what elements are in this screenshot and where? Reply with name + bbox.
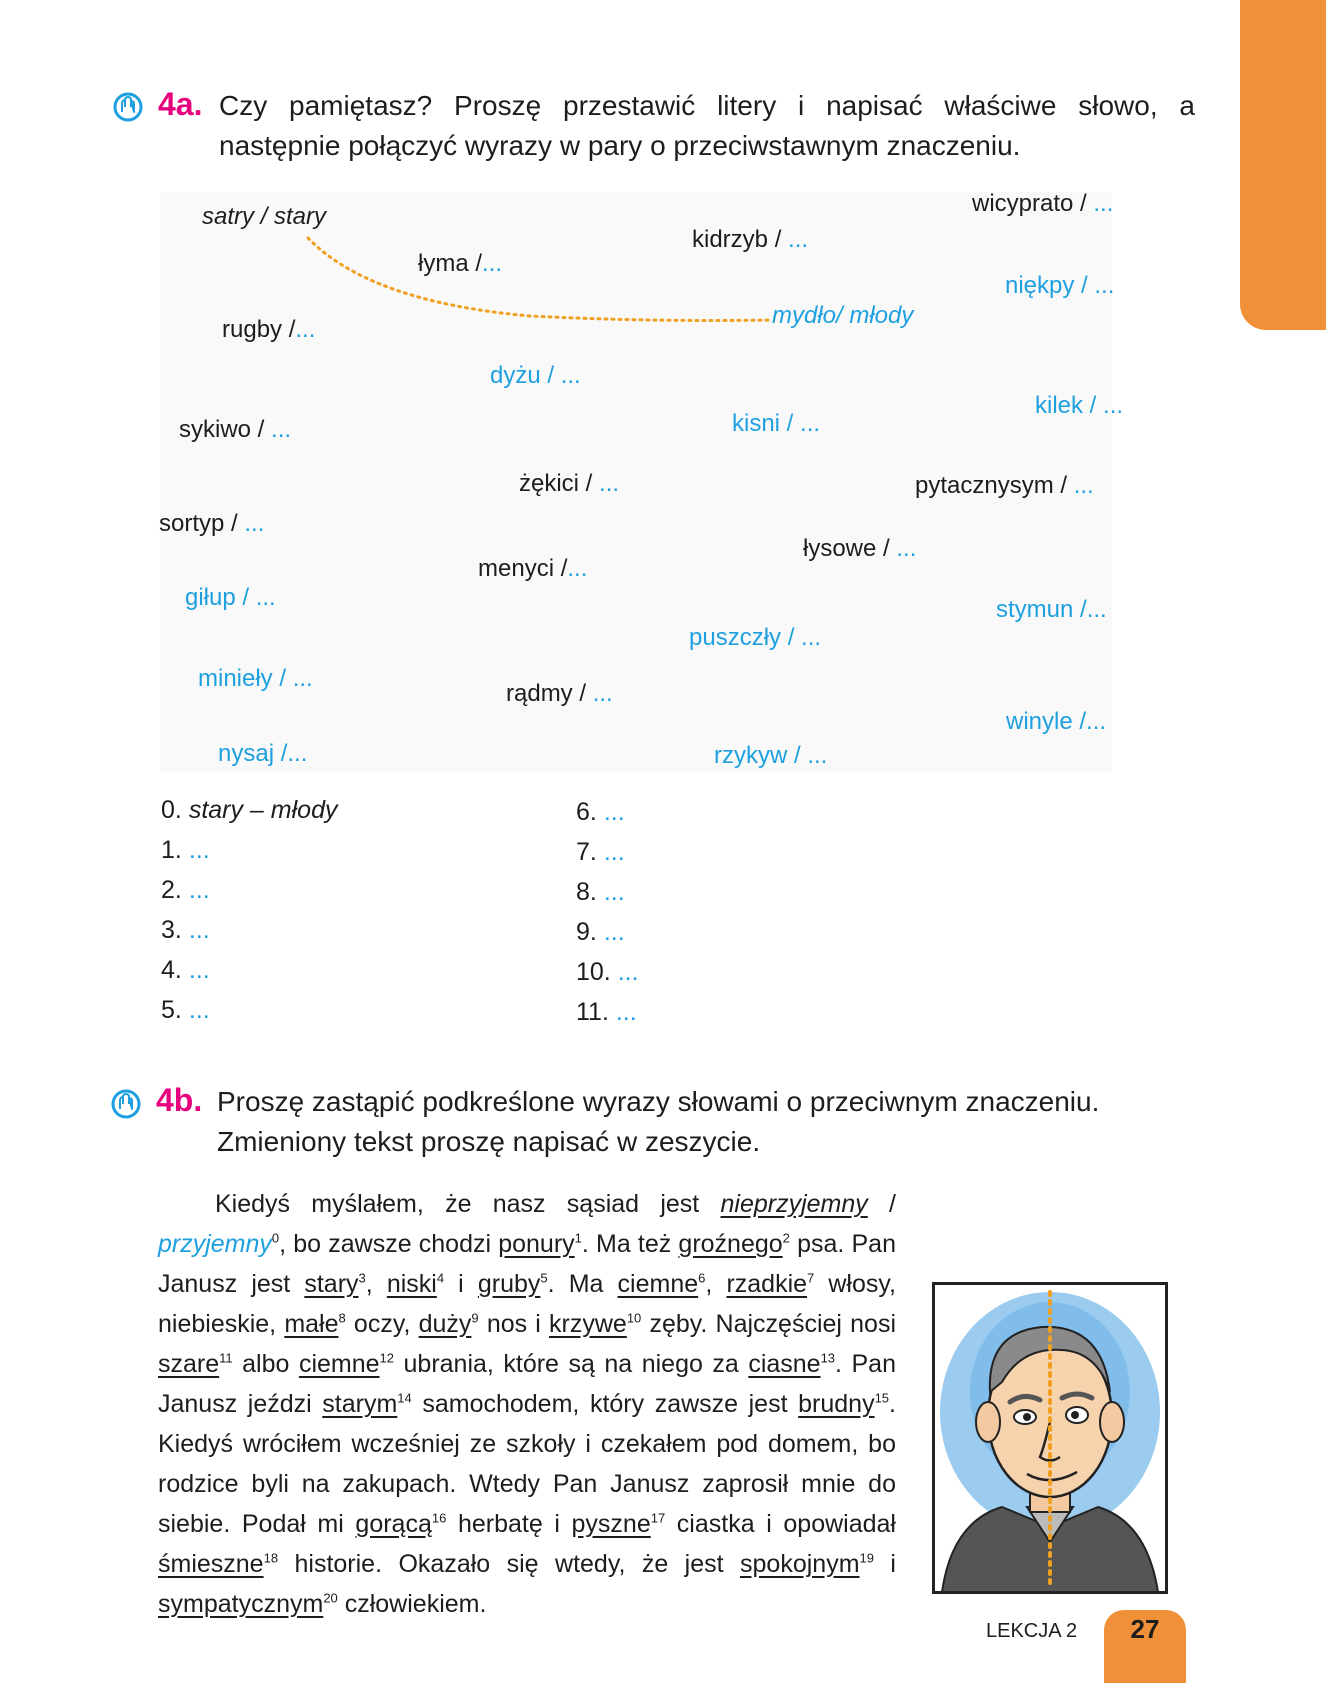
puzzle-word: kidrzyb / ... bbox=[692, 226, 809, 253]
puzzle-word: niękpy / ... bbox=[1005, 272, 1115, 299]
page-number: 27 bbox=[1130, 1614, 1160, 1644]
answer-line: 11. ... bbox=[576, 998, 637, 1026]
puzzle-word: rzykyw / ... bbox=[714, 742, 828, 769]
lesson-label: LEKCJA 2 bbox=[986, 1620, 1078, 1642]
puzzle-word: sykiwo / ... bbox=[179, 416, 292, 443]
puzzle-word: puszczły / ... bbox=[689, 624, 822, 651]
puzzle-word: kisni / ... bbox=[732, 410, 821, 437]
exercise-instruction: Proszę zastąpić podkreślone wyrazy słowami o przeciwnym znaczeniu. Zmieniony tekst proszę napisać w zeszycie. bbox=[217, 1086, 1100, 1157]
exercise-number: 4b. bbox=[156, 1082, 203, 1118]
exercise-instruction: Czy pamiętasz? Proszę przestawić litery i napisać właściwe słowo, a następnie połączyć wyrazy w pary o przeciwstawnym znaczeniu. bbox=[219, 90, 1195, 161]
answer-example: 0. stary – młody bbox=[161, 796, 338, 824]
exercise-number: 4a. bbox=[158, 86, 203, 122]
story-text: Kiedyś myślałem, że nasz sąsiad jest nieprzyjemny / przyjemny$^0$, bo zawsze chodzi ponury$^1$. Ma też groźnego$^2$ psa. Pan Janusz jest stary$^3$, niski$^4$ i gruby$^5$. Ma ciemne$^6$, rzadkie$^7$ włosy, niebieskie, małe$^8$ oczy, duży$^9$ nos i krzywe$^{10}$ zęby. Najczęściej nosi szare$^{11}$ albo ciemne$^{12}$ ubrania, które są na niego za ciasne$^{13}$. Pan Janusz jeździ starym$^{14}$ samochodem, który zawsze jest brudny$^{15}$. Kiedyś wróciłem wcześniej ze szkoły i czekałem pod domem, bo rodzice byli na zakupach. Wtedy Pan Janusz zaprosił mnie do siebie. Podał mi gorącą$^{16}$ herbatę i pyszne$^{17}$ ciastka i opowiadał śmieszne$^{18}$ historie. Okazało się wtedy, że jest spokojnym$^{19}$ i sympatycznym$^{20}$ człowiekiem. bbox=[158, 1184, 1186, 1629]
puzzle-word: winyle /... bbox=[1006, 708, 1107, 735]
puzzle-word: dyżu / ... bbox=[490, 362, 581, 389]
puzzle-word: minieły / ... bbox=[198, 665, 313, 692]
puzzle-word: łyma /... bbox=[418, 250, 503, 277]
example-left: satry / stary bbox=[202, 203, 327, 230]
side-tab bbox=[1240, 0, 1326, 330]
answer-line: 6. ... bbox=[576, 798, 625, 826]
puzzle-word: pytacznysym / ... bbox=[915, 472, 1094, 499]
puzzle-word: stymun /... bbox=[996, 596, 1107, 623]
answer-line: 2. ... bbox=[161, 876, 210, 904]
puzzle-word: rądmy / ... bbox=[506, 680, 613, 707]
answer-line: 5. ... bbox=[161, 996, 210, 1024]
example-right: mydło/ młody bbox=[772, 302, 914, 329]
puzzle-word: kilek / ... bbox=[1035, 392, 1124, 419]
puzzle-word: wicyprato / ... bbox=[972, 190, 1114, 217]
answer-line: 1. ... bbox=[161, 836, 210, 864]
answer-line: 3. ... bbox=[161, 916, 210, 944]
hand-icon bbox=[111, 1089, 141, 1119]
portrait-illustration bbox=[932, 1282, 1168, 1594]
answer-line: 9. ... bbox=[576, 918, 625, 946]
puzzle-word: rugby /... bbox=[222, 316, 316, 343]
answer-line: 4. ... bbox=[161, 956, 210, 984]
answer-line: 10. ... bbox=[576, 958, 639, 986]
puzzle-word: giłup / ... bbox=[185, 584, 276, 611]
answer-line: 8. ... bbox=[576, 878, 625, 906]
puzzle-word: sortyp / ... bbox=[159, 510, 265, 537]
answer-line: 7. ... bbox=[576, 838, 625, 866]
puzzle-word: menyci /... bbox=[478, 555, 588, 582]
hand-icon bbox=[113, 92, 143, 122]
puzzle-word: nysaj /... bbox=[218, 740, 308, 767]
puzzle-word: łysowe / ... bbox=[803, 535, 917, 562]
puzzle-word: żękici / ... bbox=[519, 470, 620, 497]
